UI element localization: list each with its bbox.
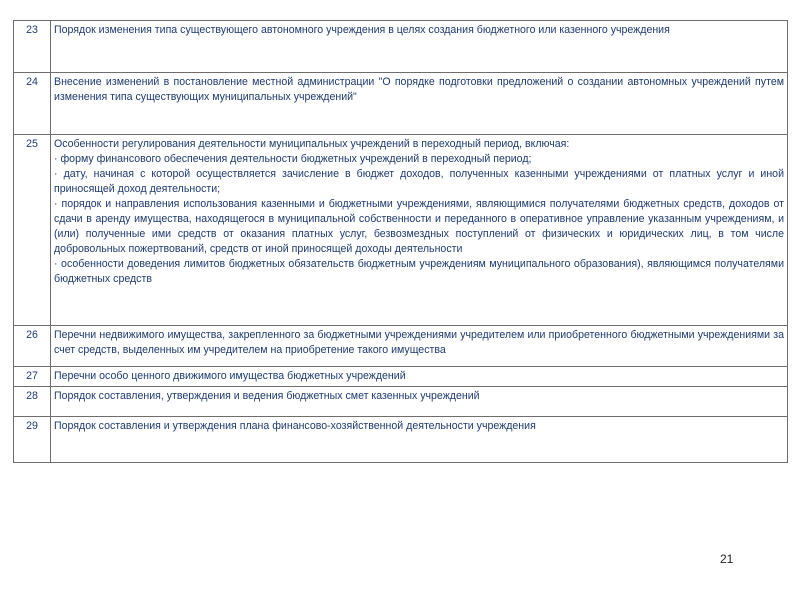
table-row xyxy=(14,21,788,73)
row-number: 29 xyxy=(14,417,51,463)
table-row xyxy=(14,387,788,417)
row-number: 28 xyxy=(14,387,51,417)
table-row xyxy=(14,367,788,387)
row-number: 26 xyxy=(14,326,51,367)
list-item: · дату, начиная с которой осуществляется зачисление в бюджет доходов, полученных казенными учреждениями от платных услуг и иной приносящей доход деятельности; xyxy=(54,168,784,195)
table-row xyxy=(14,417,788,463)
row-text: Внесение изменений в постановление местной администрации "О порядке подготовки предложений о создании автономных учреждений путем изменения типа существующих муниципальных учреждений" xyxy=(51,73,788,135)
row-number: 23 xyxy=(14,21,51,73)
row-text: Порядок составления, утверждения и ведения бюджетных смет казенных учреждений xyxy=(51,387,788,417)
row-number: 25 xyxy=(14,135,51,326)
row-text: Порядок изменения типа существующего автономного учреждения в целях создания бюджетного или казенного учреждения xyxy=(51,21,788,73)
list-item: · особенности доведения лимитов бюджетных обязательств бюджетным учреждениям муниципального образования), являющимся получателями бюджетных средств xyxy=(54,258,784,285)
table-row xyxy=(14,73,788,135)
row-intro: Особенности регулирования деятельности муниципальных учреждений в переходный период, включая: xyxy=(54,138,570,150)
row-number: 24 xyxy=(14,73,51,135)
list-item: · порядок и направления использования казенными и бюджетными учреждениями, являющимися получателями бюджетных средств, доходов от сдачи в аренду имущества, находящегося в муниципальной собственности и переданного в оперативное управление указанным учреждениям, и (или) полученные ими средств от оказания платных услуг, безвозмездных поступлений от физических и юридических лиц, в том числе добровольных пожертвований, средств от иной приносящей доходы деятельности xyxy=(54,198,784,255)
list-item: · форму финансового обеспечения деятельности бюджетных учреждений в переходный период; xyxy=(54,153,532,165)
table-row xyxy=(14,326,788,367)
regulations-table xyxy=(13,20,788,463)
row-text: Перечни особо ценного движимого имущества бюджетных учреждений xyxy=(51,367,788,387)
row-number: 27 xyxy=(14,367,51,387)
row-text-list xyxy=(51,135,788,326)
row-text: Порядок составления и утверждения плана финансово-хозяйственной деятельности учреждения xyxy=(51,417,788,463)
page-number: 21 xyxy=(720,552,734,566)
table-row xyxy=(14,135,788,326)
row-text: Перечни недвижимого имущества, закрепленного за бюджетными учреждениями учредителем или приобретенного бюджетными учреждениями за счет средств, выделенных им учредителем на приобретение такого имущества xyxy=(51,326,788,367)
